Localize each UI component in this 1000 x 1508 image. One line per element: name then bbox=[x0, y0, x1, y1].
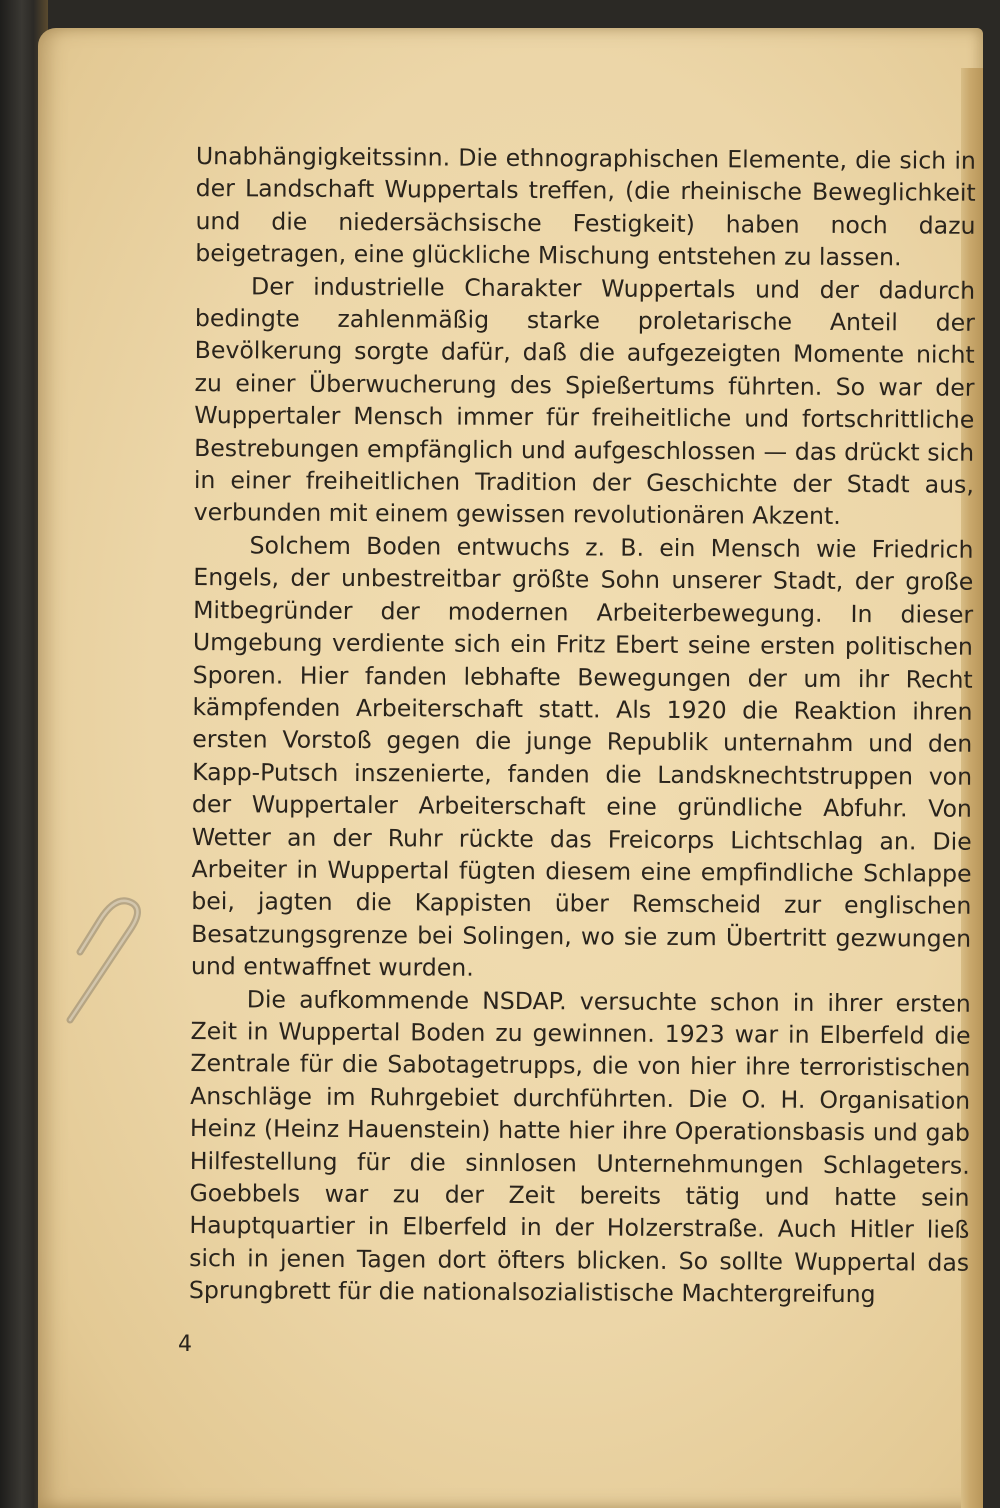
paragraph-3: Solchem Boden entwuchs z. B. ein Mensch wie Friedrich Engels, der unbestreitbar größte Sohn unserer Stadt, der große Mitbegründer der modernen Arbeiterbewegung. In dieser Umgebung verdiente sich ein Fritz Ebert seine ersten politischen Sporen. Hier fanden lebhafte Bewegungen der um ihr Recht kämpfenden Arbeiterschaft statt. Als 1920 die Reaktion ihren ersten Vorstoß gegen die junge Republik unternahm und den Kapp-Putsch inszenierte, fanden die Landsknechtstruppen von der Wuppertaler Arbeiterschaft eine gründliche Abfuhr. Von Wetter an der Ruhr rückte das Freicorps Lichtschlag an. Die Arbeiter in Wuppertal fügten diesem eine empfindliche Schlappe bei, jagten die Kappisten über Remscheid zur englischen Besatzungsgrenze bei Solingen, wo sie zum Übertritt gezwungen und entwaffnet wurden. bbox=[190, 531, 974, 982]
body-text bbox=[189, 140, 976, 1311]
paragraph-2: Der industrielle Charakter Wuppertals und der dadurch bedingte zahlenmäßig starke proletarische Anteil der Bevölkerung sorgte dafür, daß die aufgezeigten Momente nicht zu einer Überwucherung des Spießertums führten. So war der Wuppertaler Mensch immer für freiheitliche und fortschrittliche Bestrebungen empfänglich und aufgeschlossen — das drückt sich in einer freiheitlichen Tradition der Geschichte der Stadt aus, verbunden mit einem gewissen revolutionären Akzent. bbox=[193, 271, 976, 531]
paperclip-icon bbox=[60, 890, 160, 1030]
page-number: 4 bbox=[178, 1332, 192, 1357]
paragraph-4: Die aufkommende NSDAP. versuchte schon in ihrer ersten Zeit in Wuppertal Boden zu gewinnen. 1923 war in Elberfeld die Zentrale für die Sabotagetrupps, die von hier ihre terroristischen Anschläge im Ruhrgebiet durchführten. Die O. H. Organisation Heinz (Heinz Hauenstein) hatte hier ihre Operationsbasis und gab Hilfestellung für die sinnlosen Unternehmungen Schlageters. Goebbels war zu der Zeit bereits tätig und hatte sein Hauptquartier in Elberfeld in der Holzerstraße. Auch Hitler ließ sich in jenen Tagen dort öfters blicken. So sollte Wuppertal das Sprungbrett für die nationalsozialistische Machtergreifung bbox=[188, 984, 971, 1309]
paragraph-1: Unabhängigkeitssinn. Die ethnographischen Elemente, die sich in der Landschaft Wuppertals treffen, (die rheinische Beweglichkeit und die niedersächsische Festigkeit) haben noch dazu beigetragen, eine glückliche Mischung entstehen zu lassen. bbox=[195, 141, 976, 272]
